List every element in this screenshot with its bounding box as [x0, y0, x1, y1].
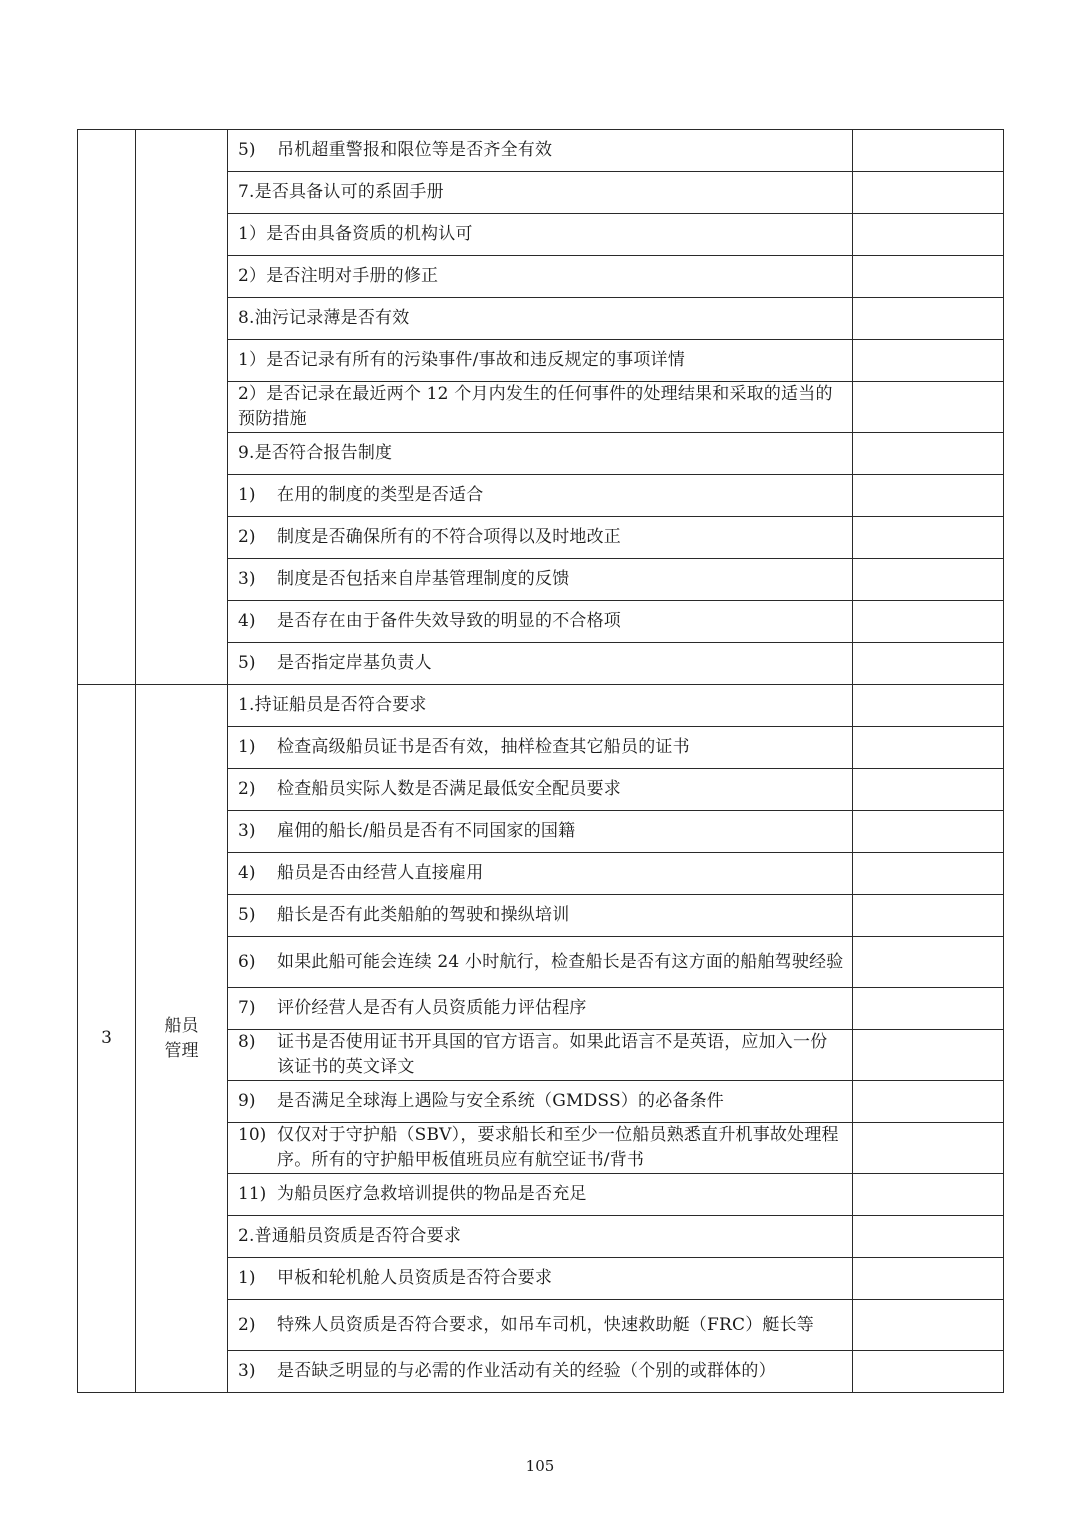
- check-item-cell: [228, 1123, 853, 1174]
- result-cell[interactable]: [853, 811, 1004, 853]
- result-cell[interactable]: [853, 937, 1004, 988]
- result-cell[interactable]: [853, 988, 1004, 1030]
- result-cell[interactable]: [853, 1351, 1004, 1393]
- result-cell[interactable]: [853, 1030, 1004, 1081]
- item-text: 检查船员实际人数是否满足最低安全配员要求: [277, 779, 621, 799]
- item-text: 制度是否包括来自岸基管理制度的反馈: [277, 569, 570, 589]
- check-item-cell: [228, 256, 853, 298]
- check-item-cell: [228, 988, 853, 1030]
- item-text: 制度是否确保所有的不符合项得以及时地改正: [277, 527, 621, 547]
- item-text: 是否缺乏明显的与必需的作业活动有关的经验（个别的或群体的）: [277, 1361, 776, 1381]
- result-cell[interactable]: [853, 559, 1004, 601]
- check-item-cell: [228, 811, 853, 853]
- check-item-cell: [228, 298, 853, 340]
- check-item-cell: [228, 1258, 853, 1300]
- result-cell[interactable]: [853, 1300, 1004, 1351]
- item-text: 仅仅对于守护船（SBV），要求船长和至少一位船员熟悉直升机事故处理程序。所有的守护船甲板值班员应有航空证书/背书: [277, 1125, 839, 1170]
- result-cell[interactable]: [853, 1258, 1004, 1300]
- category-label-line2: 管理: [164, 1040, 199, 1061]
- result-cell[interactable]: [853, 298, 1004, 340]
- item-number: 5): [238, 140, 256, 160]
- item-number: 5): [238, 905, 256, 925]
- item-text: 2）是否记录在最近两个 12 个月内发生的任何事件的处理结果和采取的适当的预防措施: [238, 384, 833, 429]
- table-row: [78, 685, 1004, 727]
- item-number: 4): [238, 611, 256, 631]
- check-item-cell: [228, 643, 853, 685]
- result-cell[interactable]: [853, 1174, 1004, 1216]
- result-cell[interactable]: [853, 256, 1004, 298]
- item-number: 4): [238, 863, 256, 883]
- check-item-cell: [228, 853, 853, 895]
- check-item-cell: [228, 1030, 853, 1081]
- check-item-cell: [228, 937, 853, 988]
- item-text: 1）是否记录有所有的污染事件/事故和违反规定的事项详情: [238, 350, 685, 370]
- result-cell[interactable]: [853, 382, 1004, 433]
- result-cell[interactable]: [853, 1123, 1004, 1174]
- item-text: 吊机超重警报和限位等是否齐全有效: [277, 140, 553, 160]
- item-number: 1): [238, 1268, 256, 1288]
- check-item-cell: [228, 1174, 853, 1216]
- result-cell[interactable]: [853, 340, 1004, 382]
- page-number: 105: [525, 1457, 555, 1475]
- result-cell[interactable]: [853, 517, 1004, 559]
- result-cell[interactable]: [853, 727, 1004, 769]
- item-number: 10): [238, 1125, 267, 1145]
- check-item-cell: [228, 1081, 853, 1123]
- item-text: 评价经营人是否有人员资质能力评估程序: [277, 998, 587, 1018]
- item-number: 1): [238, 737, 256, 757]
- item-text: 特殊人员资质是否符合要求，如吊车司机，快速救助艇（FRC）艇长等: [277, 1314, 815, 1335]
- check-item-cell: [228, 769, 853, 811]
- check-item-cell: [228, 517, 853, 559]
- item-text: 9.是否符合报告制度: [238, 443, 393, 463]
- sequence-cell: [78, 130, 136, 685]
- item-number: 3): [238, 821, 256, 841]
- item-text: 1.持证船员是否符合要求: [238, 695, 427, 715]
- item-text: 是否指定岸基负责人: [277, 653, 432, 673]
- check-item-cell: [228, 475, 853, 517]
- sequence-cell: 3: [78, 685, 136, 1393]
- item-number: 1): [238, 485, 256, 505]
- item-number: 7): [238, 998, 256, 1018]
- result-cell[interactable]: [853, 214, 1004, 256]
- check-item-cell: [228, 130, 853, 172]
- item-number: 2): [238, 527, 256, 547]
- check-item-cell: [228, 172, 853, 214]
- check-item-cell: [228, 1216, 853, 1258]
- check-item-cell: [228, 1300, 853, 1351]
- item-text: 证书是否使用证书开具国的官方语言。如果此语言不是英语，应加入一份该证书的英文译文: [277, 1032, 828, 1077]
- result-cell[interactable]: [853, 433, 1004, 475]
- item-text: 7.是否具备认可的系固手册: [238, 182, 444, 202]
- check-item-cell: [228, 382, 853, 433]
- check-item-cell: [228, 1351, 853, 1393]
- item-number: 5): [238, 653, 256, 673]
- check-item-cell: [228, 433, 853, 475]
- item-number: 2): [238, 779, 256, 799]
- item-text: 船员是否由经营人直接雇用: [277, 863, 484, 883]
- checklist-body: [78, 130, 1004, 1393]
- result-cell[interactable]: [853, 130, 1004, 172]
- check-item-cell: [228, 895, 853, 937]
- item-text: 如果此船可能会连续 24 小时航行，检查船长是否有这方面的船舶驾驶经验: [277, 951, 844, 972]
- result-cell[interactable]: [853, 1216, 1004, 1258]
- check-item-cell: [228, 214, 853, 256]
- check-item-cell: [228, 685, 853, 727]
- item-number: 11): [238, 1184, 267, 1204]
- item-text: 在用的制度的类型是否适合: [277, 485, 484, 505]
- result-cell[interactable]: [853, 853, 1004, 895]
- item-text: 2.普通船员资质是否符合要求: [238, 1226, 462, 1246]
- item-number: 3): [238, 569, 256, 589]
- check-item-cell: [228, 601, 853, 643]
- check-item-cell: [228, 727, 853, 769]
- result-cell[interactable]: [853, 769, 1004, 811]
- item-text: 是否满足全球海上遇险与安全系统（GMDSS）的必备条件: [277, 1091, 725, 1111]
- item-text: 船长是否有此类船舶的驾驶和操纵培训: [277, 905, 570, 925]
- category-cell: [136, 130, 228, 685]
- item-number: 8): [238, 1032, 256, 1052]
- result-cell[interactable]: [853, 895, 1004, 937]
- item-text: 2）是否注明对手册的修正: [238, 266, 439, 286]
- item-text: 为船员医疗急救培训提供的物品是否充足: [277, 1184, 587, 1204]
- category-label-line1: 船员: [164, 1015, 199, 1036]
- item-text: 8.油污记录薄是否有效: [238, 308, 410, 328]
- check-item-cell: [228, 559, 853, 601]
- item-text: 是否存在由于备件失效导致的明显的不合格项: [277, 611, 621, 631]
- item-text: 检查高级船员证书是否有效，抽样检查其它船员的证书: [277, 737, 690, 757]
- item-text: 甲板和轮机舱人员资质是否符合要求: [277, 1268, 553, 1288]
- result-cell[interactable]: [853, 601, 1004, 643]
- result-cell[interactable]: [853, 685, 1004, 727]
- item-text: 雇佣的船长/船员是否有不同国家的国籍: [277, 821, 576, 841]
- result-cell[interactable]: [853, 1081, 1004, 1123]
- item-number: 3): [238, 1361, 256, 1381]
- category-cell: [136, 685, 228, 1393]
- result-cell[interactable]: [853, 475, 1004, 517]
- item-text: 1）是否由具备资质的机构认可: [238, 224, 473, 244]
- item-number: 2): [238, 1314, 256, 1335]
- check-item-cell: [228, 340, 853, 382]
- result-cell[interactable]: [853, 643, 1004, 685]
- checklist-table: [77, 129, 1004, 1393]
- table-row: [78, 130, 1004, 172]
- item-number: 9): [238, 1091, 256, 1111]
- item-number: 6): [238, 951, 256, 972]
- result-cell[interactable]: [853, 172, 1004, 214]
